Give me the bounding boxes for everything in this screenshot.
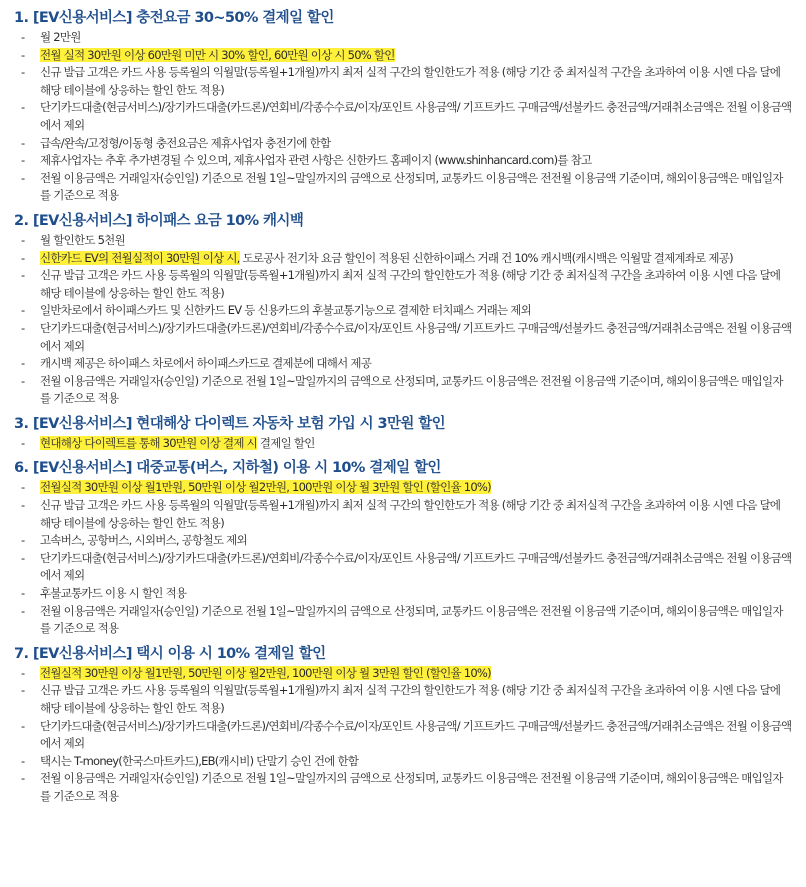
item-text: 전월 이용금액은 거래일자(승인일) 기준으로 전월 1일~말일까지의 금액으로 산정되며, 교통카드 이용금액은 전전월 이용금액 기준이며, 해외이용금액은 매입일자를 기준으로 적용 (40, 771, 783, 803)
benefit-item (14, 373, 792, 408)
benefit-item (14, 64, 792, 99)
benefit-item (14, 532, 792, 550)
benefit-item (14, 320, 792, 355)
bullet-dash: - (21, 753, 25, 768)
bullet-dash: - (21, 603, 25, 618)
item-text: 단기카드대출(현금서비스)/장기카드대출(카드론)/연회비/각종수수료/이자/포인트 사용금액/ 기프트카드 구매금액/선불카드 충전금액/거래취소금액은 전월 이용금액에서 제외 (40, 718, 792, 751)
benefit-item (14, 99, 792, 134)
bullet-dash: - (21, 153, 25, 168)
item-text: 일반차로에서 하이패스카드 및 신한카드 EV 등 신용카드의 후불교통기능으로 결제한 터치패스 거래는 제외 (40, 303, 532, 318)
benefit-item-list (14, 479, 792, 637)
benefit-item (14, 170, 792, 205)
bullet-dash: - (21, 303, 25, 318)
section-title: 7. [EV신용서비스] 택시 이용 시 10% 결제일 할인 (14, 645, 326, 662)
bullet-dash: - (21, 356, 25, 371)
benefit-item-list (14, 29, 792, 205)
bullet-dash: - (21, 373, 25, 388)
bullet-dash: - (21, 771, 25, 786)
benefit-item (14, 603, 792, 638)
benefit-section (14, 412, 792, 453)
highlighted-text: 신한카드 EV의 전월실적이 30만원 이상 시, (40, 250, 240, 265)
section-title: 6. [EV신용서비스] 대중교통(버스, 지하철) 이용 시 10% 결제일 할인 (14, 460, 441, 477)
bullet-dash: - (21, 47, 25, 62)
benefit-item (14, 135, 792, 153)
benefit-item (14, 479, 792, 497)
bullet-dash: - (21, 718, 25, 733)
benefit-section (14, 209, 792, 408)
bullet-dash: - (21, 683, 25, 698)
highlighted-text: 전월 실적 30만원 이상 60만원 미만 시 30% 할인, 60만원 이상 시 50% 할인 (40, 47, 395, 62)
benefit-item (14, 497, 792, 532)
benefit-item (14, 302, 792, 320)
section-title: 1. [EV신용서비스] 충전요금 30~50% 결제일 할인 (14, 10, 334, 26)
benefit-item-list (14, 232, 792, 408)
item-text: 신규 발급 고객은 카드 사용 등록월의 익월말(등록월+1개월)까지 최저 실적 구간의 할인한도가 적용 (해당 기간 중 최저실적 구간을 초과하여 이용 시엔 다음 달에 해당 테이블에 상응하는 할인 한도 적용) (40, 65, 781, 97)
bullet-dash: - (21, 586, 25, 601)
bullet-dash: - (21, 100, 25, 115)
item-text: 캐시백 제공은 하이패스 차로에서 하이패스카드로 결제분에 대해서 제공 (40, 356, 372, 371)
benefit-item (14, 435, 792, 453)
benefit-item (14, 753, 792, 771)
item-text: 전월 이용금액은 거래일자(승인일) 기준으로 전월 1일~말일까지의 금액으로 산정되며, 교통카드 이용금액은 전전월 이용금액 기준이며, 해외이용금액은 매입일자를 기준으로 적용 (40, 170, 783, 203)
item-text: 후불교통카드 이용 시 할인 적용 (40, 586, 187, 601)
bullet-dash: - (21, 320, 25, 335)
benefit-item (14, 47, 792, 65)
benefit-item (14, 232, 792, 250)
bullet-dash: - (21, 170, 25, 185)
benefit-item (14, 585, 792, 603)
item-text: 급속/완속/고정형/이동형 충전요금은 제휴사업자 충전기에 한함 (40, 135, 331, 150)
benefit-item (14, 152, 792, 170)
bullet-dash: - (21, 30, 25, 44)
bullet-dash: - (21, 533, 25, 548)
benefit-section (14, 6, 792, 205)
bullet-dash: - (21, 232, 25, 247)
item-text: 월 2만원 (40, 30, 81, 44)
bullet-dash: - (21, 135, 25, 150)
benefit-item (14, 665, 792, 683)
bullet-dash: - (21, 65, 25, 80)
highlighted-text: 전월실적 30만원 이상 월1만원, 50만원 이상 월2만원, 100만원 이상 월 3만원 할인 (할인율 10%) (40, 665, 491, 680)
item-text: 전월 이용금액은 거래일자(승인일) 기준으로 전월 1일~말일까지의 금액으로 산정되며, 교통카드 이용금액은 전전월 이용금액 기준이며, 해외이용금액은 매입일자를 기준으로 적용 (40, 373, 783, 406)
item-text: 단기카드대출(현금서비스)/장기카드대출(카드론)/연회비/각종수수료/이자/포인트 사용금액/ 기프트카드 구매금액/선불카드 충전금액/거래취소금액은 전월 이용금액에서 제외 (40, 100, 792, 132)
item-text: 월 할인한도 5천원 (40, 232, 125, 247)
item-text: 신규 발급 고객은 카드 사용 등록월의 익월말(등록월+1개월)까지 최저 실적 구간의 할인한도가 적용 (해당 기간 중 최저실적 구간을 초과하여 이용 시엔 다음 달에 해당 테이블에 상응하는 할인 한도 적용) (40, 683, 781, 715)
highlighted-text: 현대해상 다이렉트를 통해 30만원 이상 결제 시 (40, 435, 258, 450)
bullet-dash: - (21, 250, 25, 265)
bullet-dash: - (21, 480, 25, 495)
benefit-item-list (14, 665, 792, 806)
bullet-dash: - (21, 435, 25, 450)
item-text: 제휴사업자는 추후 추가변경될 수 있으며, 제휴사업자 관련 사항은 신한카드 홈페이지 (www.shinhancard.com)를 참고 (40, 153, 592, 168)
benefit-item (14, 770, 792, 805)
benefit-item (14, 29, 792, 47)
bullet-dash: - (21, 268, 25, 283)
item-text: 택시는 T-money(한국스마트카드),EB(캐시비) 단말기 승인 건에 한함 (40, 753, 359, 768)
benefit-item (14, 355, 792, 373)
item-text: 단기카드대출(현금서비스)/장기카드대출(카드론)/연회비/각종수수료/이자/포인트 사용금액/ 기프트카드 구매금액/선불카드 충전금액/거래취소금액은 전월 이용금액에서 제외 (40, 550, 792, 583)
item-text: 결제일 할인 (257, 435, 315, 450)
bullet-dash: - (21, 665, 25, 680)
benefit-item (14, 550, 792, 585)
item-text: 고속버스, 공항버스, 시외버스, 공항철도 제외 (40, 533, 247, 548)
benefit-item (14, 682, 792, 717)
benefit-item (14, 267, 792, 302)
item-text: 도로공사 전기차 요금 할인이 적용된 신한하이패스 거래 건 10% 캐시백(캐시백은 익월말 결제계좌로 제공) (239, 250, 733, 265)
bullet-dash: - (21, 498, 25, 513)
benefit-item-list (14, 435, 792, 453)
benefit-item (14, 718, 792, 753)
item-text: 신규 발급 고객은 카드 사용 등록월의 익월말(등록월+1개월)까지 최저 실적 구간의 할인한도가 적용 (해당 기간 중 최저실적 구간을 초과하여 이용 시엔 다음 달에 해당 테이블에 상응하는 할인 한도 적용) (40, 268, 781, 300)
benefit-section (14, 456, 792, 637)
bullet-dash: - (21, 550, 25, 565)
highlighted-text: 전월실적 30만원 이상 월1만원, 50만원 이상 월2만원, 100만원 이상 월 3만원 할인 (할인율 10%) (40, 480, 491, 495)
benefit-section (14, 642, 792, 806)
section-title: 2. [EV신용서비스] 하이패스 요금 10% 캐시백 (14, 212, 304, 229)
benefit-item (14, 250, 792, 268)
item-text: 전월 이용금액은 거래일자(승인일) 기준으로 전월 1일~말일까지의 금액으로 산정되며, 교통카드 이용금액은 전전월 이용금액 기준이며, 해외이용금액은 매입일자를 기준으로 적용 (40, 603, 783, 636)
section-title: 3. [EV신용서비스] 현대해상 다이렉트 자동차 보험 가입 시 3만원 할인 (14, 415, 446, 432)
item-text: 단기카드대출(현금서비스)/장기카드대출(카드론)/연회비/각종수수료/이자/포인트 사용금액/ 기프트카드 구매금액/선불카드 충전금액/거래취소금액은 전월 이용금액에서 제외 (40, 320, 792, 353)
item-text: 신규 발급 고객은 카드 사용 등록월의 익월말(등록월+1개월)까지 최저 실적 구간의 할인한도가 적용 (해당 기간 중 최저실적 구간을 초과하여 이용 시엔 다음 달에 해당 테이블에 상응하는 할인 한도 적용) (40, 498, 781, 530)
